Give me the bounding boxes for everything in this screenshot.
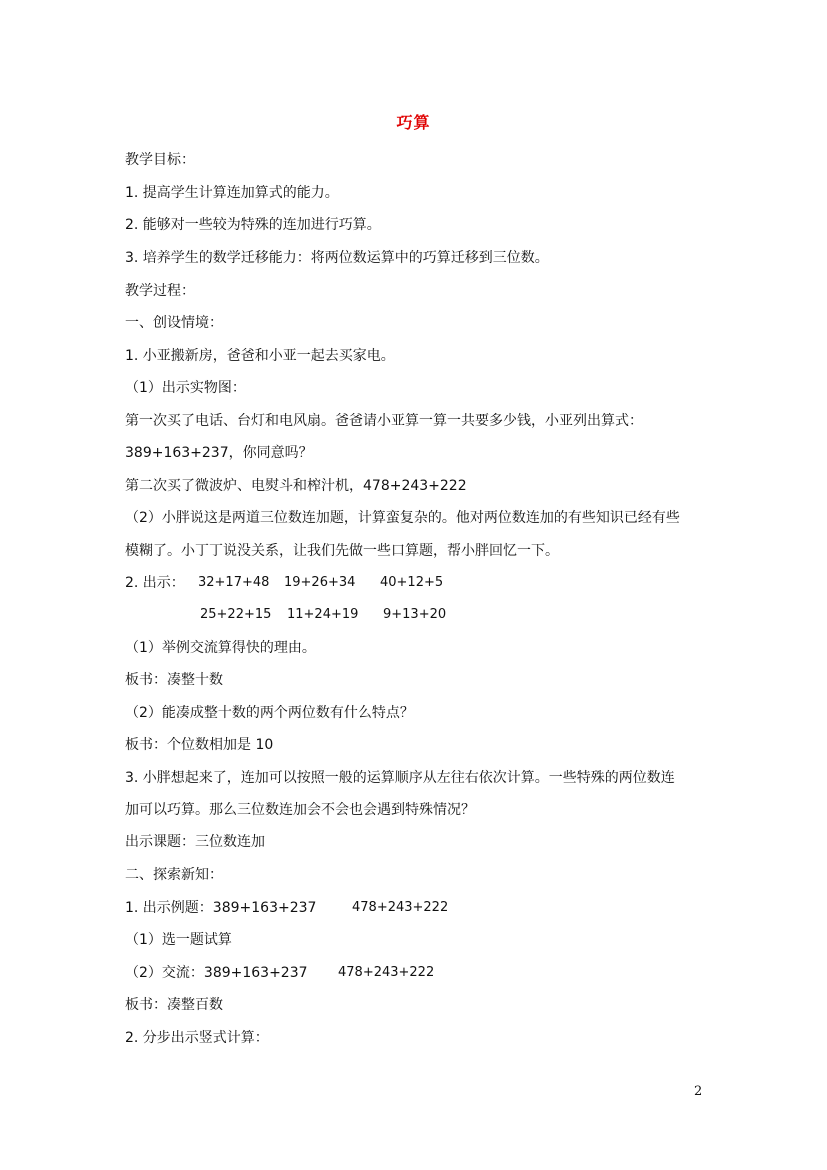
text-line: 一、创设情境：: [125, 315, 223, 331]
text-line: 389+163+237，你同意吗？: [125, 445, 313, 461]
oral-problem: 11+24+19: [287, 607, 359, 622]
oral-problem: 9+13+20: [383, 607, 447, 622]
page-number: 2: [694, 1084, 703, 1099]
text-line: 教学过程：: [125, 283, 195, 299]
text-line: 1. 出示例题：389+163+237: [125, 900, 317, 916]
text-line: 二、探索新知：: [125, 867, 223, 883]
text-line: 2. 出示：: [125, 575, 185, 591]
oral-problem: 40+12+5: [380, 575, 444, 590]
document-title: 巧算: [396, 113, 431, 132]
example-problem: 478+243+222: [352, 900, 449, 915]
text-line: 2. 能够对一些较为特殊的连加进行巧算。: [125, 217, 381, 233]
oral-problem: 32+17+48: [198, 575, 270, 590]
text-line: （2）小胖说这是两道三位数连加题，计算蛮复杂的。他对两位数连加的有些知识已经有些: [125, 510, 680, 526]
text-line: 3. 培养学生的数学迁移能力：将两位数运算中的巧算迁移到三位数。: [125, 250, 549, 266]
text-line: 1. 提高学生计算连加算式的能力。: [125, 185, 339, 201]
text-line: 板书：凑整十数: [125, 672, 223, 688]
text-line: 出示课题：三位数连加: [125, 834, 265, 850]
text-line: （2）交流：389+163+237: [125, 965, 308, 981]
text-line: 第二次买了微波炉、电熨斗和榨汁机，478+243+222: [125, 478, 467, 494]
oral-problem: 25+22+15: [200, 607, 272, 622]
text-line: 板书：凑整百数: [125, 997, 223, 1013]
text-line: 加可以巧算。那么三位数连加会不会也会遇到特殊情况？: [125, 802, 475, 818]
text-line: 第一次买了电话、台灯和电风扇。爸爸请小亚算一算一共要多少钱，小亚列出算式：: [125, 413, 643, 429]
text-line: 教学目标：: [125, 152, 195, 168]
text-line: 板书：个位数相加是 10: [125, 737, 274, 753]
text-line: 3. 小胖想起来了，连加可以按照一般的运算顺序从左往右依次计算。一些特殊的两位数连: [125, 770, 675, 786]
text-line: （1）出示实物图：: [125, 380, 246, 396]
text-line: （1）选一题试算: [125, 932, 232, 948]
text-line: （2）能凑成整十数的两个两位数有什么特点？: [125, 705, 414, 721]
text-line: 模糊了。小丁丁说没关系，让我们先做一些口算题，帮小胖回忆一下。: [125, 543, 559, 559]
exchange-problem: 478+243+222: [338, 965, 435, 980]
text-line: 1. 小亚搬新房，爸爸和小亚一起去买家电。: [125, 348, 395, 364]
oral-problem: 19+26+34: [284, 575, 356, 590]
text-line: （1）举例交流算得快的理由。: [125, 640, 316, 656]
text-line: 2. 分步出示竖式计算：: [125, 1030, 269, 1046]
